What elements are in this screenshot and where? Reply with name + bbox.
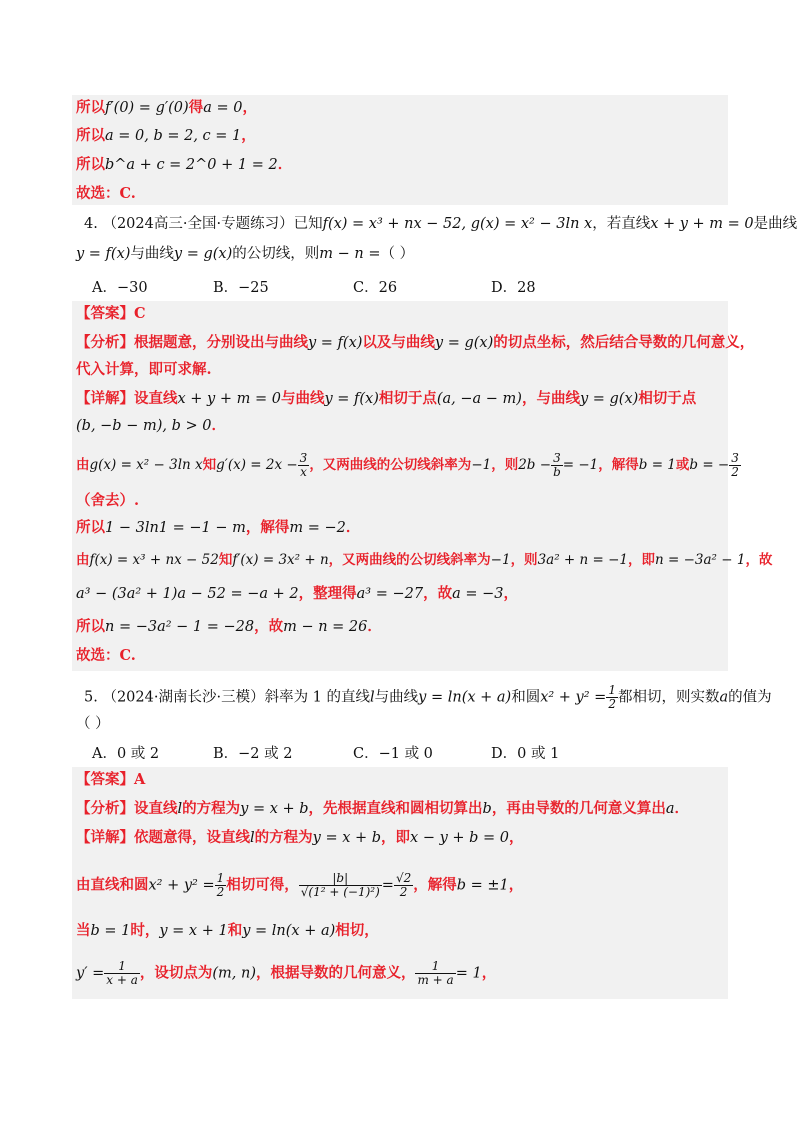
q4-analysis-line-1: 【分析】根据题意，分别设出与曲线y = f(x)以及与曲线y = g(x)的切点坐标，然后结合导数的几何意义， — [76, 334, 755, 351]
q5-answer: 【答案】A — [76, 771, 146, 788]
q3-line-1: 所以f′(0) = g′(0)得a = 0， — [76, 99, 257, 116]
q4-answer: 【答案】C — [76, 305, 146, 322]
q5-detail-line-2: 由直线和圆x² + y² = $\frac{1}{2}$ 相切可得， $\frac{|b|}{\text{√(1² + (−1)²)}}$ = $\frac{√2}{2}$ ，解得b = ±1， — [76, 871, 524, 899]
q4-detail-line-4: （舍去）. — [76, 492, 140, 509]
q4-detail-line-8: 所以n = −3a² − 1 = −28，故m − n = 26． — [76, 618, 382, 635]
q5-option-c[interactable]: C．−1 或 0 — [353, 746, 433, 762]
q4-detail-line-1: 【详解】设直线x + y + m = 0与曲线y = f(x)相切于点(a, −a − m)，与曲线y = g(x)相切于点 — [76, 390, 697, 407]
q4-detail-line-7: a³ − (3a² + 1)a − 52 = −a + 2，整理得a³ = −27，故a = −3， — [76, 585, 518, 602]
q5-option-b[interactable]: B．−2 或 2 — [213, 746, 293, 762]
solution-panel-q4 — [72, 301, 773, 671]
q3-conclusion: 故选：C. — [76, 185, 136, 202]
q5-detail-line-1: 【详解】依题意得，设直线l的方程为y = x + b，即x − y + b = 0， — [76, 829, 524, 846]
q4-detail-line-5: 所以1 − 3ln1 = −1 − m，解得m = −2． — [76, 519, 361, 536]
q4-detail-line-3: 由g(x) = x² − 3ln x知g′(x) = 2x − $\frac{3}{x}$ ，又两曲线的公切线斜率为−1，则2b − $\frac{3}{b}$ = −1，解得b = 1或b = − $\frac{3}{2}$ — [76, 451, 739, 479]
q5-analysis: 【分析】设直线l的方程为y = x + b，先根据直线和圆相切算出b，再由导数的几何意义算出a． — [76, 800, 689, 817]
q5-stem-line-2: （ ） — [76, 716, 110, 732]
q5-detail-line-3: 当b = 1时，y = x + 1和y = ln(x + a)相切， — [76, 922, 379, 939]
q4-conclusion: 故选：C. — [76, 647, 136, 664]
q4-analysis-line-2: 代入计算，即可求解. — [76, 361, 212, 378]
q5-option-a[interactable]: A．0 或 2 — [92, 746, 160, 762]
q4-detail-line-2: (b, −b − m), b > 0． — [76, 417, 226, 434]
q5-option-d[interactable]: D．0 或 1 — [491, 746, 560, 762]
q5-detail-line-4: y′ = $\frac{1}{x + a}$ ，设切点为(m, n)，根据导数的几何意义， $\frac{1}{m + a}$ = 1， — [76, 959, 497, 987]
q5-stem-line-1: 5. （2024·湖南长沙·三模）斜率为 1 的直线l与曲线y = ln(x + a)和圆x² + y² = $\frac{1}{2}$ 都相切，则实数a的值为 — [84, 683, 772, 711]
q3-line-2: 所以a = 0, b = 2, c = 1， — [76, 127, 256, 144]
q4-option-c[interactable]: C．26 — [353, 280, 398, 296]
q4-option-d[interactable]: D．28 — [491, 280, 536, 296]
q4-detail-line-6: 由f(x) = x³ + nx − 52知f′(x) = 3x² + n，又两曲线的公切线斜率为−1，则3a² + n = −1，即n = −3a² − 1，故 — [76, 552, 773, 568]
q4-option-a[interactable]: A．−30 — [92, 280, 148, 296]
q3-line-3: 所以b^a + c = 2^0 + 1 = 2． — [76, 156, 293, 173]
q4-stem-line-1: 4. （2024高三·全国·专题练习）已知f(x) = x³ + nx − 52, g(x) = x² − 3ln x，若直线x + y + m = 0是曲线 — [84, 216, 798, 232]
q4-stem-line-2: y = f(x)与曲线y = g(x)的公切线，则m − n =（ ） — [76, 246, 415, 262]
q4-option-b[interactable]: B．−25 — [213, 280, 269, 296]
